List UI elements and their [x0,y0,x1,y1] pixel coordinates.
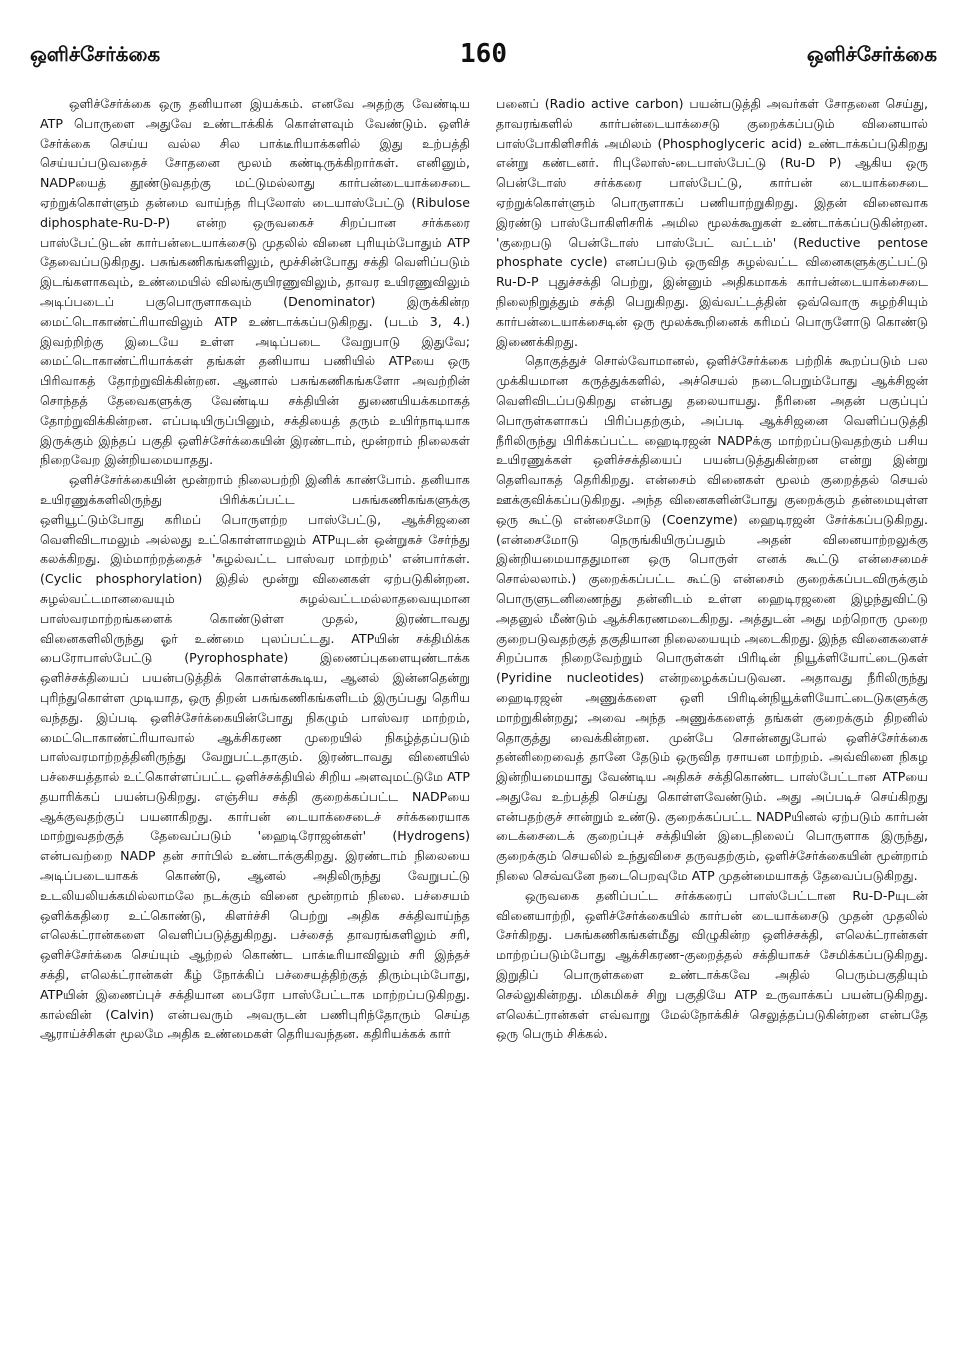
paragraph: பனைப் (Radio active carbon) பயன்படுத்தி அவர்கள் சோதனை செய்து, தாவரங்களில் கார்பன்டையாக்சைடு குறைக்கப்படும் வினையால் பாஸ்போகிளிசரிக் அமிலம் (Phosphoglyceric acid) உண்டாக்கப்படுகிறது என்று கண்டனர். ரிபுலோஸ்-டைபாஸ்பேட்டு (Ru-D P) ஆகிய ஒரு பென்டோஸ் சர்க்கரை பாஸ்பேட்டு, கார்பன் டையாக்சைடை ஏற்றுக்கொள்ளும் பொருளாகப் பணியாற்றுகிறது. இதன் வினைவாக இரண்டு பாஸ்போகிளிசரிக் அமில மூலக்கூறுகள் உண்டாக்கப்படுகின்றன. 'குறைபடு பென்டோஸ் பாஸ்பேட் வட்டம்' (Reductive pentose phosphate cycle) எனப்படும் ஒருவித சுழல்வட்ட வினைகளுக்குட்பட்டு Ru-D-P புதுச்சக்தி பெற்று, இன்னும் அதிகமாகக் கார்பன்டையாக்சைடை நிலைநிறுத்தும் சக்தி பெறுகிறது. இவ்வட்டத்தின் ஒவ்வொரு சுழற்சியும் கார்பன்டையாக்சைடின் ஒரு மூலக்கூறினைக் கரிமப் பொருளோடு கொண்டு இணைக்கிறது. [496,96,928,349]
running-head-right: ஒளிச்சேர்க்கை [806,42,937,66]
left-column [40,94,470,1344]
right-column [496,94,928,1344]
paragraph: ஒளிச்சேர்க்கை ஒரு தனியான இயக்கம். எனவே அதற்கு வேண்டிய ATP பொருளை அதுவே உண்டாக்கிக் கொள்ளவும் வேண்டும். ஒளிச் சேர்க்கை செய்ய வல்ல சில பாக்டீரியாக்களில் இது உற்பத்தி செய்யப்படுவதைச் சோதனை மூலம் கண்டிருக்கிறார்கள். எனினும், NADPயைத் தூண்டுவதற்கு மட்டுமல்லாது கார்பன்டையாக்சைடை ஏற்றுக்கொள்ளும் தன்மை வாய்ந்த ரிபுலோஸ் டையாஸ்பேட்டு (Ribulose diphosphate-Ru-D-P) என்ற ஒருவகைச் சிறப்பான சர்க்கரை பாஸ்பேட்டுடன் கார்பன்டையாக்சைடு முதலில் வினை புரியும்போதும் ATP தேவைப்படுகிறது. பசுங்கணிகங்களிலும், மூச்சின்போது சக்தி வெளிப்படும் இடங்களாகவும், உண்மையில் விலங்குயிரணுவிலும், தாவர உயிரணுவிலும் அடிப்படைப் பகுபொருளாகவும் (Denominator) இருக்கின்ற மைட்டொகாண்ட்ரியாவிலும் ATP உண்டாக்கப்படுகிறது. (படம் 3, 4.) இவற்றிற்கு இடையே உள்ள அடிப்படை வேறுபாடு இதுவே; மைட்டொகாண்ட்ரியாக்கள் தங்கள் தனியாய பணியில் ATPயை ஒரு பிரிவாகத் தோற்றுவிக்கின்றன. ஆனால் பசுங்கணிகங்களோ அவற்றின் சொந்தத் தேவைகளுக்கு வேண்டிய சக்தியின் துணையியக்கமாகத் தோற்றுவிக்கின்றன. எப்படியிருப்பினும், சக்தியைத் தரும் உயிர்நாடியாக இருக்கும் இந்தப் பகுதி ஒளிச்சேர்க்கையின் இரண்டாம், மூன்றாம் நிலைகள் நிறைவேற இன்றியமையாதது. [40,96,470,468]
page-number: 160 [460,39,507,69]
paragraph: தொகுத்துச் சொல்வோமானல், ஒளிச்சேர்க்கை பற்றிக் கூறப்படும் பல முக்கியமான கருத்துக்களில், அச்செயல் நடைபெறும்போது ஆக்சிஜன் வெளிவிடப்படுகிறது என்பது தலையாயது. நீரினை அதன் பகுப்புப் பொருள்களாகப் பிரிப்பதற்கும், அப்படி ஆக்சிஜனை வெளிப்படுத்தி நீரிலிருந்து பிரிக்கப்பட்ட ஹைடிரஜன் NADPக்கு மாற்றப்படுவதற்கும் பசிய உயிரணுக்கள் ஒளிச்சக்தியைப் பயன்படுத்துகின்றன என்று இன்று தெளிவாகத் தெரிகிறது. என்சைம் வினைகள் மூலம் குறைத்தல் செயல் ஊக்குவிக்கப்படுகிறது. அந்த வினைகளின்போது குறைக்கும் தன்மையுள்ள ஒரு கூட்டு என்சைமோடு (Coenzyme) ஹைடிரஜன் சேர்க்கப்படுகிறது. (என்சைமோடு நெருங்கியிருப்பதும் அதன் வினையாற்றலுக்கு இன்றியமையாததுமான ஒரு பொருள் எனக் கூட்டு என்சைமைச் சொல்லலாம்.) குறைக்கப்பட்ட கூட்டு என்சைம் குறைக்கப்படவிருக்கும் பொருளுடனிணைந்து தன்னிடம் உள்ள ஹைடிரஜனை இழந்துவிட்டு அதனுல் மீண்டும் ஆக்சிகரணமடைகிறது. அத்துடன் அது மற்றொரு முறை குறைபடுவதற்குத் தகுதியான நிலையையும் அடைகிறது. இந்த வினைகளைச் சிறப்பாக நிறைவேற்றும் பொருள்கள் பிரிடின் நியூக்ளியோட்டைடுகள் (Pyridine nucleotides) என்றழைக்கப்படுவன. அதாவது நீரிலிருந்து ஹைடிரஜன் அணுக்களை ஒளி பிரிடின்நியூக்ளியோட்டைடுகளுக்கு மாற்றுகின்றது; அவை அந்த அணுக்களைத் தங்கள் குறைக்கும் திறனில் தொகுத்து வைக்கின்றன. முன்பே சொன்னதுபோல் ஒளிச்சேர்க்கை தன்னிறைவைத் தானே தேடும் ஒருவித ரசாயன மாற்றம். அவ்வினை நிகழ இன்றியமையாது வேண்டிய அதிகச் சக்திகொண்ட பாஸ்பேட்டான ATPயை அதுவே உற்பத்தி செய்து கொள்ளவேண்டும். அது அப்படிச் செய்கிறது என்பதற்குச் சான்றும் உண்டு. குறைக்கப்பட்ட NADPயினல் ஏற்படும் கார்பன் டைக்சைடைக் குறைப்புச் சக்தியின் இடைநிலைப் பொருளாக இருந்து, குறைக்கும் செயலில் உந்துவிசை தருவதற்கும், ஒளிச்சேர்க்கையின் மூன்றாம் நிலை செவ்வனே நடைபெறவுமே ATP முதன்மையாகத் தேவைப்படுகிறது. [496,353,928,884]
running-head-left: ஒளிச்சேர்க்கை [30,42,161,66]
paragraph: ஒருவகை தனிப்பட்ட சர்க்கரைப் பாஸ்பேட்டான Ru-D-Pயுடன் வினையாற்றி, ஒளிச்சேர்க்கையில் கார்பன் டையாக்சைடு முதன் முதலில் சேர்கிறது. பசுங்கணிகங்கள்மீது விழுகின்ற ஒளிச்சக்தி, எலெக்ட்ரான்கள் மாற்றப்படும்போது ஆக்சிகரண-குறைத்தல் சக்தியாகச் சேமிக்கப்படுகிறது. இறுதிப் பொருள்களை உண்டாக்கவே அதில் பெரும்பகுதியும் செல்லுகின்றது. மிகமிகச் சிறு பகுதியே ATP உருவாக்கப் பயன்படுகிறது. எலெக்ட்ரான்கள் எவ்வாறு மேல்நோக்கிச் செலுத்தப்படுகின்றன என்பதே ஒரு பெரும் சிக்கல். [496,887,928,1042]
paragraph: ஒளிச்சேர்க்கையின் மூன்றாம் நிலைபற்றி இனிக் காண்போம். தனியாக உயிரணுக்களிலிருந்து பிரிக்கப்பட்ட பசுங்கணிகங்களுக்கு ஒளியூட்டும்போது கரிமப் பொருளற்ற பாஸ்பேட்டு, ஆக்சிஜனை வெளிவிடாமலும் அல்லது உட்கொள்ளாமலும் ATPயுடன் ஒன்றுகச் சேர்ந்து கலக்கிறது. இம்மாற்றத்தைச் 'சுழல்வட்ட பாஸ்வர மாற்றம்' என்பார்கள். (Cyclic phosphorylation) இதில் மூன்று வினைகள் ஏற்படுகின்றன. சுழல்வட்டமானவையும் சுழல்வட்டமல்லாதவையுமான பாஸ்வரமாற்றங்களைக் கொண்டுள்ள முதல், இரண்டாவது வினைகளிலிருந்து ஓர் உண்மை புலப்பட்டது. ATPயின் சக்திமிக்க பைரோபாஸ்பேட்டு (Pyrophosphate) இணைப்புகளையுண்டாக்க ஒளிச்சக்தியைப் பயன்படுத்திக் கொள்ளக்கூடிய, ஆனல் இன்னதென்று புரிந்துகொள்ள முடியாத, ஒரு திறன் பசுங்கணிகங்களிடம் இருப்பது தெரிய வந்தது. இப்படி ஒளிச்சேர்க்கையின்போது நிகழும் பாஸ்வர மாற்றம், மைட்டொகாண்ட்ரியாவால் ஆக்சிகரண முறையில் நிகழ்த்தப்படும் பாஸ்வரமாற்றத்தினிருந்து வேறுபட்டதாகும். இரண்டாவது வினையில் பச்சையத்தால் உட்கொள்ளப்பட்ட ஒளிச்சக்தியில் சிறிய அளவுமட்டுமே ATP தயாரிக்கப் பயன்படுகிறது. எஞ்சிய சக்தி குறைக்கப்பட்ட NADPயை ஆக்குவதற்குப் பயனாகிறது. கார்பன் டையாக்சைடைச் சர்க்கரையாக மாற்றுவதற்குத் தேவைப்படும் 'ஹைடிரோஜன்கள்' (Hydrogens) என்பவற்றை NADP தன் சார்பில் உண்டாக்குகிறது. இரண்டாம் நிலையை அடிப்படையாகக் கொண்டு, ஆனல் அதிலிருந்து வேறுபட்டு உடலியலியக்கமில்லாமலே நடக்கும் வினை மூன்றாம் நிலை. பச்சையம் ஒளிக்கதிரை உட்கொண்டு, கிளர்ச்சி பெற்று அதிக சக்திவாய்ந்த எலெக்ட்ரான்களை வெளிப்படுத்துகிறது. பச்சைத் தாவரங்களிலும் சரி, ஒளிச்சேர்க்கை செய்யும் ஆற்றல் கொண்ட பாக்டீரியாவிலும் சரி இந்தச் சக்தி, எலெக்ட்ரான்கள் கீழ் நோக்கிப் பச்சையத்திற்குத் திரும்பும்போது, ATPயின் இணைப்புச் சக்தியான பைரோ பாஸ்பேட்டாக மாற்றப்படுகிறது. கால்வின் (Calvin) என்பவரும் அவருடன் பணிபுரிந்தோரும் செய்த ஆராய்ச்சிகள் மூலமே அதிக உண்மைகள் தெரியவந்தன. கதிரியக்கக் கார் [40,472,470,1042]
